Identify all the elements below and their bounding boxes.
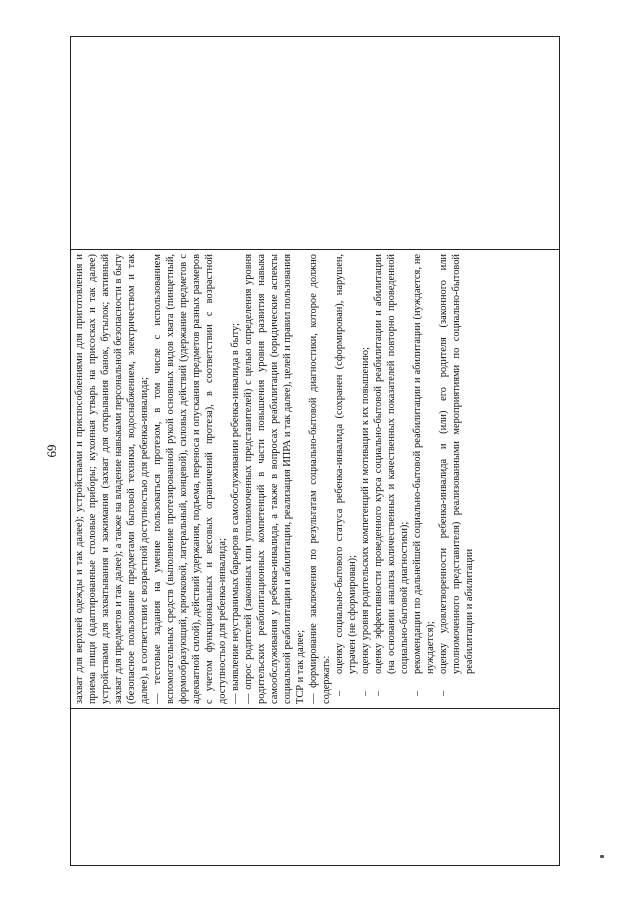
paragraph-2: — тестовые задания на умение пользоваться протезом, в том числе с использованием вспомогательных средств (выполнение протезированной рукой основных видов хвата (пинцетный, формообразующий, крючковой, латеральный, концевой), силовых действий (удержание предметов с адекватной силой), действий удержания, подъема, переноса и опускания предметов разных размеров с учетом функциональных и весовых ограничений протеза), в соответствии с возрастной доступностью для ребенка-инвалида; xyxy=(152,254,228,704)
list-item xyxy=(437,254,476,704)
paragraph-3: — выявление неустранимых барьеров в самообслуживании ребенка-инвалида в быту; xyxy=(230,323,241,704)
list-item-text: оценку удовлетворенности ребенка-инвалида и (или) его родителя (законного или уполномоченного представителя) реализованными мероприятиями по социально-бытовой реабилитации и абилитации xyxy=(438,254,475,674)
paragraph-1: захват для верхней одежды и так далее); устройствами и приспособлениями для приготовления и приема пищи (адаптированные столовые приборы; кухонная утварь на присосках и так далее) устройствами для захватывания и зажимания (захват для открывания банок, бутылок; активный захват для предметов и так далее); а также на владение навыками персональной безопасности в быту (безопасное пользование предметами бытовой техники, водоснабжением, электричеством и так далее), в соответствии с возрастной доступностью для ребенка-инвалида; xyxy=(74,254,150,704)
table-column-right xyxy=(71,37,559,249)
content-table xyxy=(70,36,560,866)
page-number: 69 xyxy=(44,444,59,458)
list-item-text: оценку эффективности проведенного курса социально-бытовой реабилитации и абилитации (на основании анализа количественных и качественных показателей повторно проведенной социально-бытовой диагностики); xyxy=(373,254,410,674)
list-item xyxy=(333,254,359,704)
list-item-text: рекомендации по дальнейшей социально-бытовой реабилитации и абилитации (нуждается, не нуждается); xyxy=(412,254,436,674)
dash-marker: – xyxy=(373,690,384,696)
dash-marker: – xyxy=(438,690,449,696)
dash-marker: – xyxy=(360,690,371,696)
table-column-content xyxy=(71,249,559,708)
dash-marker: – xyxy=(412,690,423,696)
bullet-list xyxy=(333,254,476,704)
list-item xyxy=(359,254,372,704)
paragraph-4: — опрос родителей (законных или уполномоченных представителей) с целью определения уровня родительских реабилитационных компетенций в части повышения уровня развития навыка самообслуживания у ребенка-инвалида, а также в вопросах реабилитации (юридические аспекты социальной реабилитации и абилитации, реализация ИПРА и так далее), целей и правил пользования ТСР и так далее; xyxy=(243,254,306,704)
paragraph-5: — формирование заключения по результатам социально-бытовой диагностики, которое должно содержать: xyxy=(308,254,332,704)
list-item-text: оценку социально-бытового статуса ребенка-инвалида (сохранен (сформирован), нарушен, утрачен (не сформирован); xyxy=(334,254,358,674)
list-item xyxy=(372,254,411,704)
scan-speck xyxy=(600,855,604,858)
list-item xyxy=(411,254,437,704)
table-column-left xyxy=(71,708,559,865)
list-item-text: оценку уровня родительских компетенций и мотивации к их повышению; xyxy=(360,347,371,674)
dash-marker: – xyxy=(334,690,345,696)
